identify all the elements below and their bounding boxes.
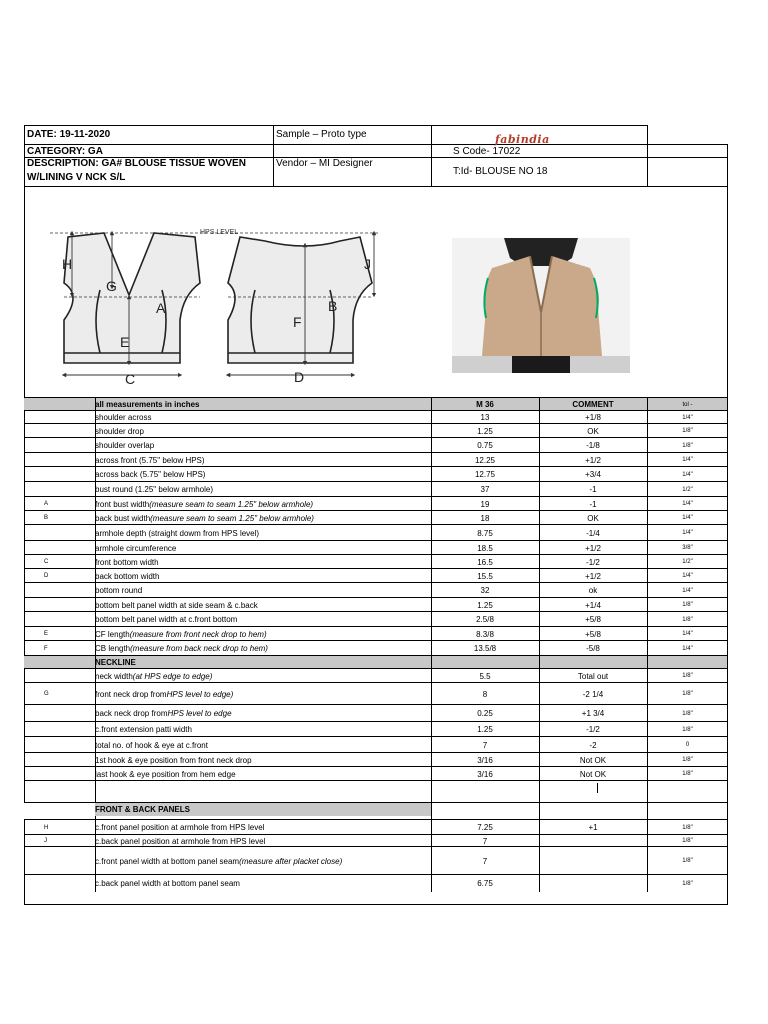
size-value: 32	[480, 586, 490, 595]
measurement-row	[24, 668, 728, 683]
measurement-description	[95, 705, 431, 722]
garment-photo	[452, 238, 630, 373]
back-view	[228, 237, 372, 363]
tolerance-value: 1/4"	[682, 457, 693, 463]
description-note: (measure after placket close)	[239, 856, 343, 866]
measurement-row	[24, 554, 728, 569]
size-value: 18.5	[477, 543, 493, 553]
point-code	[44, 722, 64, 737]
measurement-row	[24, 752, 728, 767]
measurement-description	[95, 424, 431, 438]
point-code: E	[44, 631, 49, 637]
section-neckline	[24, 655, 728, 669]
tolerance-value: 1/4"	[682, 471, 693, 478]
measurement-description	[95, 612, 431, 627]
measurement-description	[95, 875, 431, 892]
tolerance-value: 1/2"	[682, 486, 693, 493]
tolerance-value: 1/4"	[682, 573, 693, 579]
blank-row	[24, 780, 728, 803]
size-value: 8.3/8	[476, 629, 494, 639]
measurement-description	[95, 482, 431, 497]
label-g: G	[106, 278, 117, 294]
tech-id: T:Id- BLOUSE NO 18	[453, 166, 548, 177]
point-code: G	[44, 691, 49, 697]
style-code: S Code- 17022	[453, 146, 521, 157]
size-value: 7	[482, 856, 488, 866]
measurement-row	[24, 874, 728, 892]
label-a: A	[156, 300, 166, 316]
measurement-description	[95, 541, 431, 555]
measurement-row	[24, 410, 728, 424]
measurement-description	[95, 583, 431, 598]
date-label: DATE: 19-11-2020	[27, 129, 111, 140]
label-j: J	[364, 256, 371, 272]
point-code: B	[44, 515, 49, 521]
sample-type: Sample – Proto type	[276, 129, 367, 140]
label-f: F	[293, 314, 302, 330]
tolerance-value: 0	[685, 742, 690, 748]
measurement-row	[24, 423, 728, 438]
description-text: last hook & eye position from hem edge	[95, 769, 236, 779]
point-code: J	[44, 838, 47, 844]
size-value: 7	[482, 740, 488, 750]
comment-value: +5/8	[585, 615, 601, 624]
description-text: armhole circumference	[95, 543, 177, 553]
measurement-row	[24, 466, 728, 482]
description-line-2: W/LINING V NCK S/L	[27, 172, 126, 183]
description-text: shoulder drop	[95, 426, 144, 436]
description-text: 1st hook & eye position from front neck drop	[95, 755, 252, 765]
measurement-description	[95, 497, 431, 511]
size-value: 13.5/8	[473, 644, 497, 653]
tolerance-value: 1/4"	[682, 587, 693, 594]
description-text: c.front panel position at armhole from HPS level	[95, 823, 265, 832]
measurement-description	[95, 641, 431, 656]
column-description: all measurements in inches	[95, 400, 200, 409]
comment-value: +1/2	[585, 455, 601, 465]
tolerance-value: 3/8"	[682, 545, 693, 551]
measurement-description	[95, 555, 431, 569]
tolerance-value: 1/8"	[682, 880, 693, 887]
tolerance-value: 1/2"	[682, 559, 693, 565]
comment-value: Not OK	[579, 769, 607, 779]
comment-value: -5/8	[586, 644, 600, 653]
size-value: 6.75	[477, 879, 493, 888]
tolerance-value: 1/8"	[682, 771, 693, 777]
size-value: 8.75	[477, 528, 493, 538]
measurement-description	[95, 598, 431, 612]
tolerance-value: 1/8"	[682, 428, 693, 434]
measurement-row	[24, 721, 728, 737]
comment-value: +1 3/4	[581, 709, 605, 718]
comment-value: ok	[588, 586, 598, 595]
section-panels	[24, 802, 728, 820]
brand-logo: fabindia	[495, 133, 550, 146]
tolerance-value: 1/8"	[682, 710, 693, 717]
measurement-description	[95, 669, 431, 683]
point-code	[44, 424, 64, 438]
measurement-row	[24, 524, 728, 541]
comment-value	[539, 847, 647, 875]
label-d: D	[294, 369, 305, 385]
size-value: 3/16	[477, 755, 493, 765]
description-text: armhole depth (straight dowm from HPS level)	[95, 528, 260, 538]
description-text: total no. of hook & eye at c.front	[95, 740, 208, 750]
measurement-row	[24, 496, 728, 511]
description-text: CF length	[95, 629, 130, 639]
comment-value: -1	[589, 499, 597, 509]
measurement-description	[95, 683, 431, 705]
size-value: 7.25	[477, 823, 493, 832]
description-text: c.front extension patti width	[95, 725, 192, 734]
description-text: shoulder overlap	[95, 441, 155, 450]
point-code	[44, 875, 64, 892]
point-code	[44, 753, 64, 767]
description-text: back bottom width	[95, 571, 160, 581]
description-text: bust round (1.25" below armhole)	[95, 485, 214, 494]
description-text: front bust width	[95, 499, 150, 509]
size-value: 3/16	[477, 769, 493, 779]
comment-value: -1	[589, 485, 597, 494]
comment-value: +1/2	[585, 543, 601, 553]
measurement-row	[24, 766, 728, 781]
measurement-description	[95, 820, 431, 835]
description-note: (measure seam to seam 1.25" below armhole)	[149, 499, 314, 509]
tolerance-value: 1/8"	[682, 838, 693, 844]
point-code	[44, 737, 64, 753]
vendor-label: Vendor – MI Designer	[276, 158, 373, 169]
size-value: 15.5	[477, 571, 493, 581]
point-code: F	[44, 645, 48, 652]
description-text: bottom round	[95, 586, 143, 595]
size-value: 37	[480, 485, 490, 494]
description-text: c.front panel width at bottom panel seam	[95, 856, 240, 866]
size-value: 13	[480, 413, 490, 422]
label-h: H	[62, 256, 73, 272]
measurement-description	[95, 737, 431, 753]
label-c: C	[125, 371, 136, 385]
section-title: NECKLINE	[95, 658, 136, 667]
description-text: front bottom width	[95, 557, 159, 567]
point-code	[44, 847, 64, 875]
table-header	[24, 397, 728, 411]
tolerance-value: 1/4"	[682, 530, 693, 536]
size-value: 1.25	[477, 725, 493, 734]
size-value: 2.5/8	[476, 615, 494, 624]
description-text: neck width	[95, 671, 133, 681]
size-value: 18	[480, 513, 490, 523]
measurement-row	[24, 452, 728, 467]
size-value: 8	[482, 689, 488, 699]
description-note: HPS level to edge)	[166, 689, 234, 699]
measurement-row	[24, 437, 728, 453]
point-code	[44, 438, 64, 453]
comment-value: -2	[589, 740, 597, 750]
description-text: back bust width	[95, 513, 151, 523]
comment-value: +1/8	[585, 413, 601, 422]
measurement-row	[24, 611, 728, 627]
comment-value: +3/4	[585, 470, 601, 479]
measurement-row	[24, 626, 728, 641]
measurement-row	[24, 582, 728, 598]
comment-value: +1/2	[585, 571, 601, 581]
point-code: C	[44, 559, 49, 565]
comment-value: +5/8	[585, 629, 601, 639]
measurement-row	[24, 568, 728, 583]
description-note: HPS level to edge	[167, 709, 232, 718]
point-code	[44, 467, 64, 482]
size-value: 1.25	[477, 600, 493, 610]
size-value: 12.25	[474, 455, 496, 465]
measurement-description	[95, 767, 431, 781]
tolerance-value: 1/8"	[682, 858, 693, 864]
description-text: back neck drop from	[95, 709, 168, 718]
tolerance-value: 1/4"	[682, 515, 693, 521]
point-code	[44, 767, 64, 781]
comment-value: +1	[588, 823, 598, 832]
measurement-description	[95, 453, 431, 467]
measurement-description	[95, 569, 431, 583]
measurement-description	[95, 525, 431, 541]
description-note: (measure from back neck drop to hem)	[130, 644, 268, 653]
description-note: (measure seam to seam 1.25" below armhole)	[150, 513, 314, 523]
tolerance-value: 1/4"	[682, 501, 693, 507]
point-code	[44, 705, 64, 722]
tolerance-value: 1/4"	[682, 645, 693, 652]
measurement-description	[95, 753, 431, 767]
description-text: across back (5.75" below HPS)	[95, 470, 206, 479]
tolerance-value: 1/8"	[682, 726, 693, 733]
measurement-row	[24, 481, 728, 497]
point-code	[44, 583, 64, 598]
tolerance-value: 1/8"	[682, 616, 693, 623]
garment-sketch	[50, 225, 390, 385]
description-text: across front (5.75" below HPS)	[95, 455, 205, 465]
description-text: CB length	[95, 644, 131, 653]
tolerance-value: 1/8"	[682, 691, 693, 697]
comment-value: OK	[587, 513, 599, 523]
label-e: E	[120, 334, 130, 350]
point-code	[44, 612, 64, 627]
comment-value: -2 1/4	[582, 689, 604, 699]
point-code: A	[44, 501, 49, 507]
point-code	[44, 525, 64, 541]
size-value: 16.5	[477, 557, 493, 567]
tolerance-value: 1/8"	[682, 442, 693, 449]
column-tolerance: tol -	[682, 401, 693, 408]
tolerance-value: 1/8"	[682, 602, 693, 608]
point-code	[44, 541, 64, 555]
tolerance-value: 1/4"	[682, 414, 693, 421]
comment-value	[539, 875, 647, 892]
column-comment: COMMENT	[572, 400, 614, 409]
comment-value: +1/4	[585, 600, 601, 610]
description-note: (measure from front neck drop to hem)	[129, 629, 267, 639]
size-value: 1.25	[477, 426, 493, 436]
comment-value: OK	[587, 426, 599, 436]
measurement-row	[24, 682, 728, 705]
tolerance-value: 1/8"	[682, 757, 693, 763]
front-view	[64, 233, 200, 363]
comment-value: -1/2	[586, 725, 600, 734]
point-code	[44, 598, 64, 612]
measurement-description	[95, 467, 431, 482]
measurement-row	[24, 736, 728, 753]
point-code	[44, 669, 64, 683]
size-value: 5.5	[479, 671, 491, 681]
point-code	[44, 482, 64, 497]
description-text: bottom belt panel width at side seam & c.back	[95, 600, 258, 610]
tolerance-value: 1/8"	[682, 673, 693, 679]
label-b: B	[328, 298, 338, 314]
column-size: M 36	[476, 400, 494, 409]
hps-level-label: HPS LEVEL	[200, 229, 239, 236]
size-value: 0.25	[477, 709, 493, 718]
measurement-row	[24, 704, 728, 722]
comment-value: -1/4	[586, 528, 600, 538]
measurement-row	[24, 510, 728, 525]
comment-value: Total out	[577, 671, 609, 681]
measurement-row	[24, 640, 728, 656]
size-value: 19	[480, 499, 490, 509]
category-label: CATEGORY: GA	[27, 146, 103, 157]
description-text: c.back panel width at bottom panel seam	[95, 879, 240, 888]
description-line-1: DESCRIPTION: GA# BLOUSE TISSUE WOVEN	[27, 158, 246, 169]
point-code: D	[44, 573, 49, 579]
description-note: (at HPS edge to edge)	[132, 671, 213, 681]
measurement-row	[24, 540, 728, 555]
point-code	[44, 453, 64, 467]
comment-value: -1/2	[586, 557, 600, 567]
measurement-description	[95, 438, 431, 453]
measurement-row	[24, 819, 728, 835]
size-value: 0.75	[477, 441, 493, 450]
size-value: 7	[482, 836, 488, 846]
size-value: 12.75	[474, 470, 496, 479]
comment-value: -1/8	[586, 441, 600, 450]
section-title: FRONT & BACK PANELS	[95, 803, 431, 816]
comment-value: Not OK	[579, 755, 607, 765]
measurement-row	[24, 846, 728, 875]
description-text: front neck drop from	[95, 689, 167, 699]
description-text: bottom belt panel width at c.front bottom	[95, 615, 238, 624]
measurement-description	[95, 847, 431, 875]
point-code: H	[44, 824, 49, 831]
tolerance-value: 1/4"	[682, 631, 693, 637]
tolerance-value: 1/8"	[682, 824, 693, 831]
measurement-row	[24, 597, 728, 612]
description-text: c.back panel position at armhole from HPS level	[95, 836, 266, 846]
description-text: shoulder across	[95, 413, 152, 422]
measurement-description	[95, 627, 431, 641]
measurement-description	[95, 722, 431, 737]
measurement-description	[95, 511, 431, 525]
cursor-mark	[597, 783, 598, 793]
